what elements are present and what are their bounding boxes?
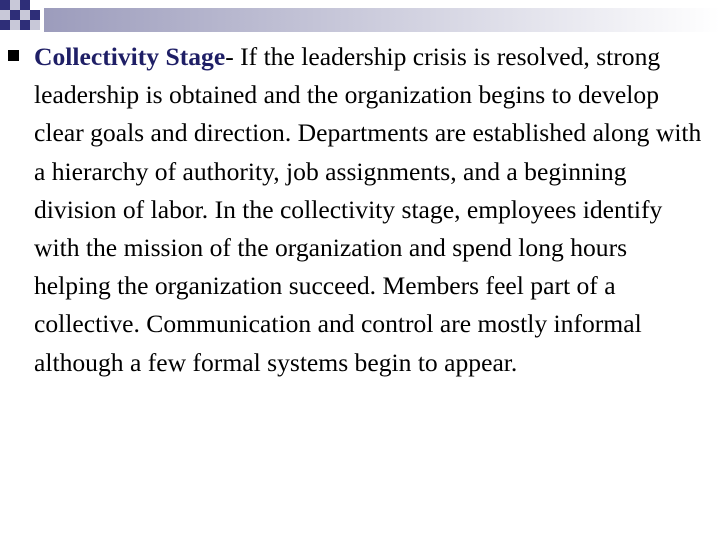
deco-square	[20, 20, 30, 30]
deco-square	[0, 0, 10, 10]
bullet-term: Collectivity Stage	[34, 42, 226, 71]
header-gradient-band	[44, 8, 720, 32]
bullet-item	[34, 38, 706, 382]
square-bullet-icon	[8, 50, 19, 61]
deco-square	[0, 20, 10, 30]
deco-square	[20, 10, 30, 20]
deco-square	[30, 20, 40, 30]
deco-square	[0, 10, 10, 20]
deco-square	[30, 10, 40, 20]
deco-square	[20, 0, 30, 10]
deco-square	[10, 10, 20, 20]
deco-square	[10, 0, 20, 10]
header-decoration	[0, 0, 720, 40]
bullet-text: - If the leadership crisis is resolved, strong leadership is obtained and the organization begins to develop clear goals and direction. Departments are established along with a hierarchy of authority, job assignments, and a beginning division of labor. In the collectivity stage, employees identify with the mission of the organization and spend long hours helping the organization succeed. Members feel part of a collective. Communication and control are mostly informal although a few formal systems begin to appear.	[34, 42, 702, 377]
deco-square	[10, 20, 20, 30]
